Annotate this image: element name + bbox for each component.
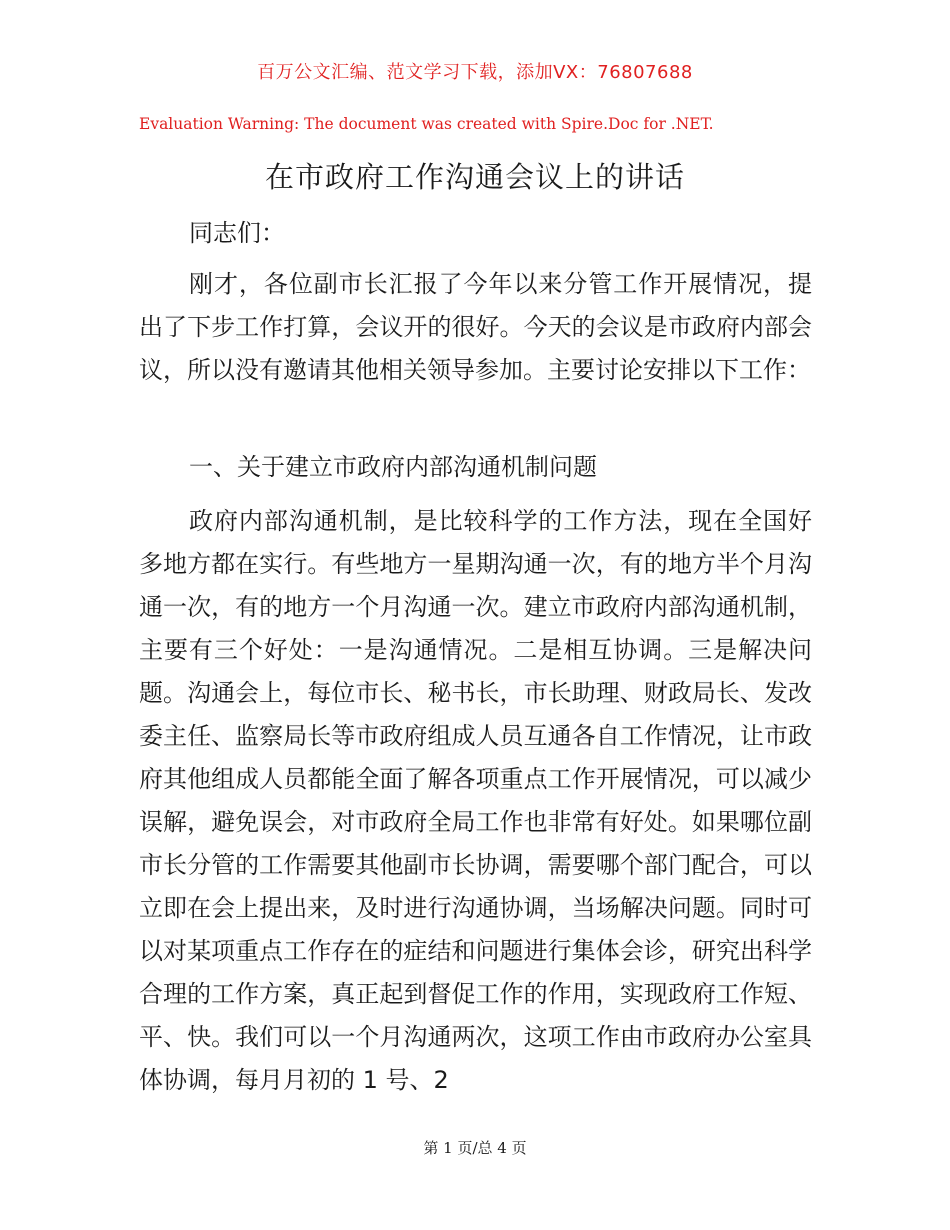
salutation: 同志们： bbox=[189, 219, 285, 247]
document-title: 在市政府工作沟通会议上的讲话 bbox=[264, 160, 685, 194]
header-ad-text: 百万公文汇编、范文学习下载，添加VX：76807688 bbox=[257, 62, 693, 83]
section-heading: 一、关于建立市政府内部沟通机制问题 bbox=[189, 453, 597, 481]
paragraph: 政府内部沟通机制，是比较科学的工作方法，现在全国好多地方都在实行。有些地方一星期沟通一次，有的地方半个月沟通一次，有的地方一个月沟通一次。建立市政府内部沟通机制，主要有三个好处：一是沟通情况。二是相互协调。三是解决问题。沟通会上，每位市长、秘书长，市长助理、财政局长、发改委主任、监察局长等市政府组成人员互通各自工作情况，让市政府其他组成人员都能全面了解各项重点工作开展情况，可以减少误解，避免误会，对市政府全局工作也非常有好处。如果哪位副市长分管的工作需要其他副市长协调，需要哪个部门配合，可以立即在会上提出来，及时进行沟通协调，当场解决问题。同时可以对某项重点工作存在的症结和问题进行集体会诊，研究出科学合理的工作方案，真正起到督促工作的作用，实现政府工作短、平、快。我们可以一个月沟通两次，这项工作由市政府办公室具体协调，每月月初的 1 号、2 bbox=[139, 507, 812, 1094]
page-number-footer: 第 1 页/总 4 页 bbox=[423, 1139, 527, 1157]
paragraph: 刚才，各位副市长汇报了今年以来分管工作开展情况，提出了下步工作打算，会议开的很好。今天的会议是市政府内部会议，所以没有邀请其他相关领导参加。主要讨论安排以下工作： bbox=[139, 270, 812, 384]
evaluation-warning: Evaluation Warning: The document was created with Spire.Doc for .NET. bbox=[139, 115, 714, 133]
